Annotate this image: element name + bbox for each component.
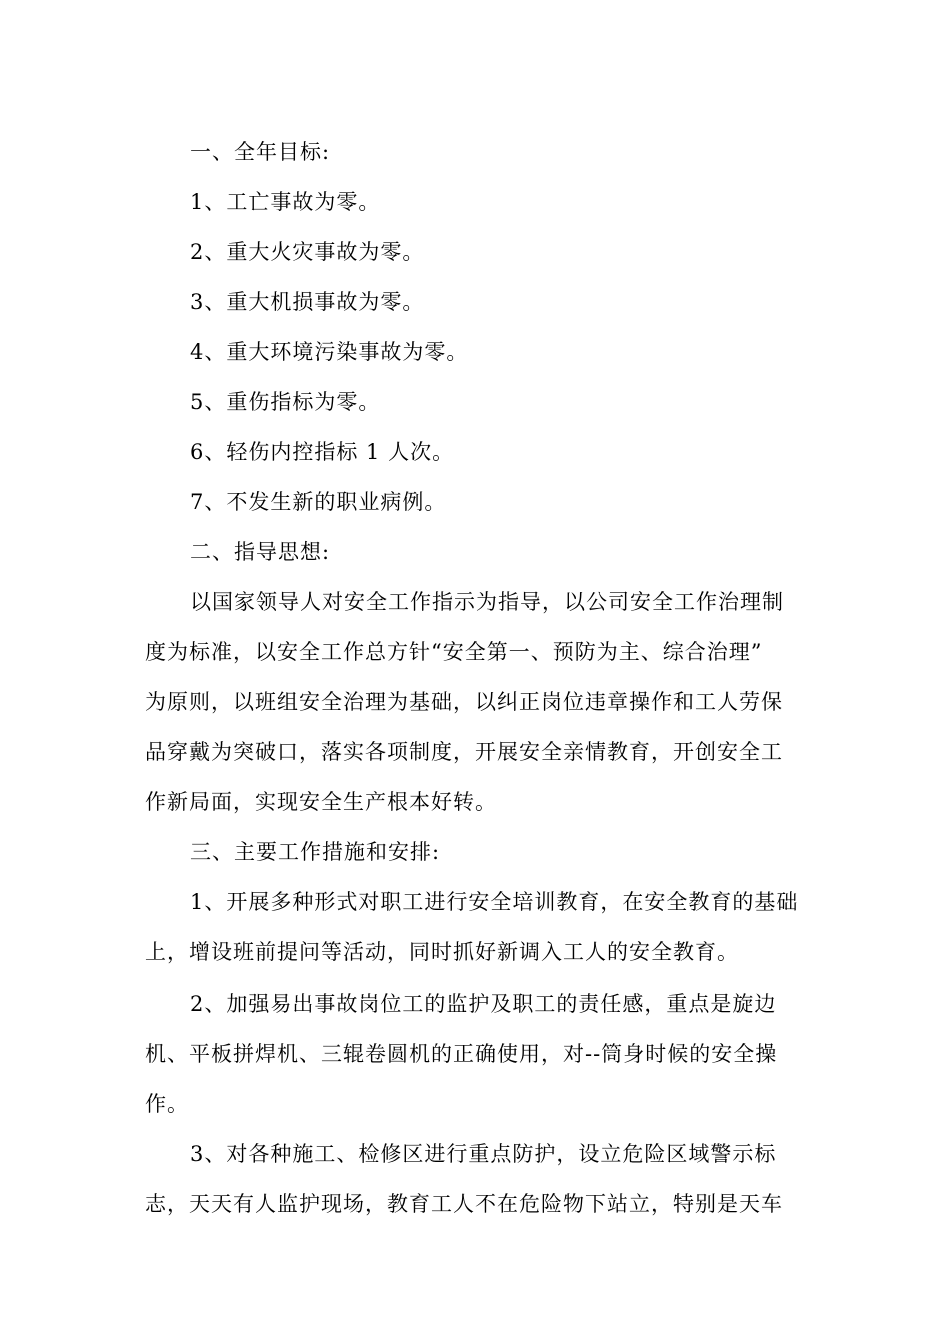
section-heading-guiding: 二、指导思想: xyxy=(190,540,331,564)
goal-item: 7、不发生新的职业病例。 xyxy=(190,490,447,514)
paragraph-line: 作。 xyxy=(145,1092,189,1116)
goal-item: 3、重大机损事故为零。 xyxy=(190,290,425,314)
goal-item: 5、重伤指标为零。 xyxy=(190,390,381,414)
paragraph-line: 1、开展多种形式对职工进行安全培训教育，在安全教育的基础 xyxy=(190,890,799,914)
paragraph-line: 度为标准，以安全工作总方针“安全第一、预防为主、综合治理” xyxy=(145,640,763,664)
goal-item: 4、重大环境污染事故为零。 xyxy=(190,340,469,364)
paragraph-line: 作新局面，实现安全生产根本好转。 xyxy=(145,790,497,814)
paragraph-line: 2、加强易出事故岗位工的监护及职工的责任感，重点是旋边 xyxy=(190,992,777,1016)
paragraph-line: 志，天天有人监护现场，教育工人不在危险物下站立，特别是天车 xyxy=(145,1192,783,1216)
paragraph-line: 品穿戴为突破口，落实各项制度，开展安全亲情教育，开创安全工 xyxy=(145,740,783,764)
section-heading-goals: 一、全年目标: xyxy=(190,140,331,164)
paragraph-line: 上，增设班前提问等活动，同时抓好新调入工人的安全教育。 xyxy=(145,940,739,964)
paragraph-line: 机、平板拼焊机、三辊卷圆机的正确使用，对--筒身时候的安全操 xyxy=(145,1042,778,1066)
goal-item: 2、重大火灾事故为零。 xyxy=(190,240,425,264)
section-heading-measures: 三、主要工作措施和安排: xyxy=(190,840,441,864)
paragraph-line: 3、对各种施工、检修区进行重点防护，设立危险区域警示标 xyxy=(190,1142,777,1166)
goal-item: 1、工亡事故为零。 xyxy=(190,190,381,214)
paragraph-line: 以国家领导人对安全工作指示为指导，以公司安全工作治理制 xyxy=(190,590,784,614)
goal-item: 6、轻伤内控指标 1 人次。 xyxy=(190,440,455,464)
paragraph-line: 为原则，以班组安全治理为基础，以纠正岗位违章操作和工人劳保 xyxy=(145,690,783,714)
